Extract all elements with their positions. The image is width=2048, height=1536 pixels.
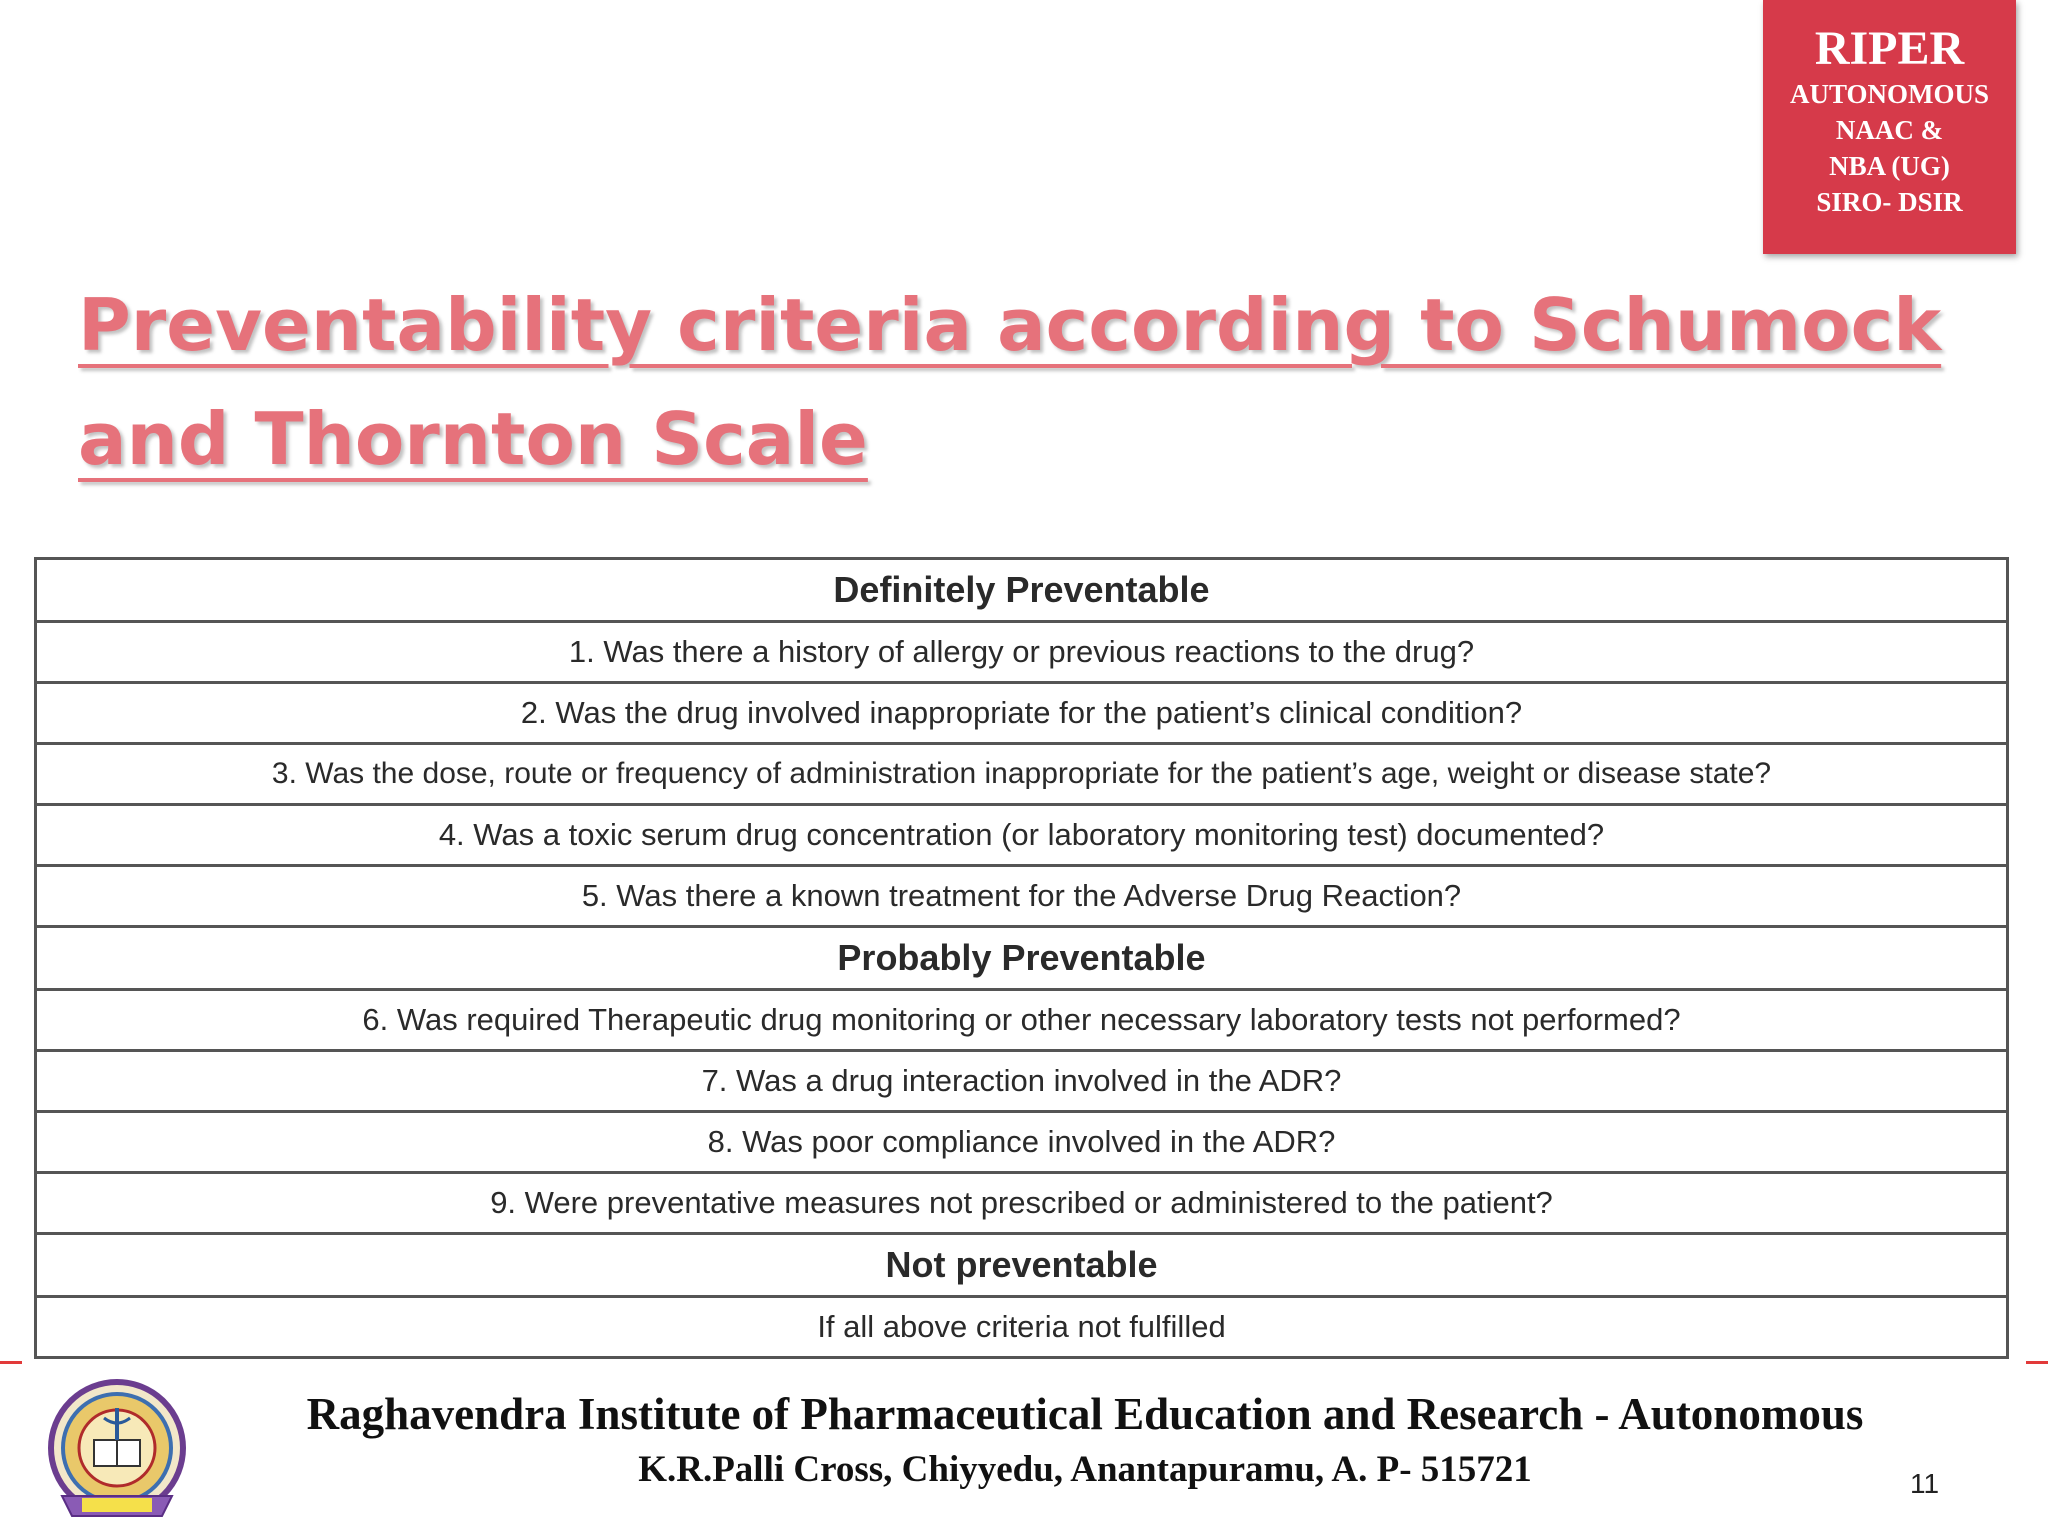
criterion-1: 1. Was there a history of allergy or previous reactions to the drug?: [36, 622, 2008, 683]
accreditation-badge: [1763, 0, 2016, 254]
table-row: [36, 744, 2008, 805]
section-header-row: [36, 1234, 2008, 1297]
badge-title: RIPER: [1814, 22, 1965, 75]
criterion-2: 2. Was the drug involved inappropriate for the patient’s clinical condition?: [36, 683, 2008, 744]
page-number: 11: [1910, 1468, 1940, 1499]
preventability-table: [34, 557, 2009, 1359]
section-heading-not: Not preventable: [36, 1234, 2008, 1297]
slide-title: Preventability criteria according to Schumock and Thornton Scale: [78, 283, 1942, 481]
criterion-9: 9. Were preventative measures not prescribed or administered to the patient?: [36, 1173, 2008, 1234]
table-row: [36, 1297, 2008, 1358]
table-row: [36, 622, 2008, 683]
table-row: [36, 1051, 2008, 1112]
section-heading-definitely: Definitely Preventable: [36, 559, 2008, 622]
criterion-3: 3. Was the dose, route or frequency of administration inappropriate for the patient’s age, weight or disease state?: [36, 744, 2008, 805]
table-row: [36, 805, 2008, 866]
institute-logo-icon: [42, 1378, 192, 1528]
section-heading-probably: Probably Preventable: [36, 927, 2008, 990]
table-row: [36, 990, 2008, 1051]
criterion-4: 4. Was a toxic serum drug concentration (or laboratory monitoring test) documented?: [36, 805, 2008, 866]
footer-divider-right: [2026, 1361, 2048, 1364]
criterion-8: 8. Was poor compliance involved in the ADR?: [36, 1112, 2008, 1173]
criterion-6: 6. Was required Therapeutic drug monitoring or other necessary laboratory tests not performed?: [36, 990, 2008, 1051]
institute-address: K.R.Palli Cross, Chiyyedu, Anantapuramu, A. P- 515721: [638, 1449, 1532, 1490]
section-header-row: [36, 927, 2008, 990]
table-row: [36, 1173, 2008, 1234]
table-row: [36, 683, 2008, 744]
criterion-5: 5. Was there a known treatment for the Adverse Drug Reaction?: [36, 866, 2008, 927]
table-row: [36, 866, 2008, 927]
badge-line-nba: NBA (UG): [1829, 151, 1950, 181]
section-header-row: [36, 559, 2008, 622]
institute-name: Raghavendra Institute of Pharmaceutical Education and Research - Autonomous: [306, 1389, 1864, 1439]
badge-line-autonomous: AUTONOMOUS: [1789, 79, 1990, 109]
badge-line-siro: SIRO- DSIR: [1816, 187, 1963, 217]
badge-line-naac: NAAC &: [1835, 115, 1944, 145]
footer-divider-left: [0, 1361, 22, 1364]
criterion-7: 7. Was a drug interaction involved in the ADR?: [36, 1051, 2008, 1112]
criterion-not-fulfilled: If all above criteria not fulfilled: [36, 1297, 2008, 1358]
table-row: [36, 1112, 2008, 1173]
